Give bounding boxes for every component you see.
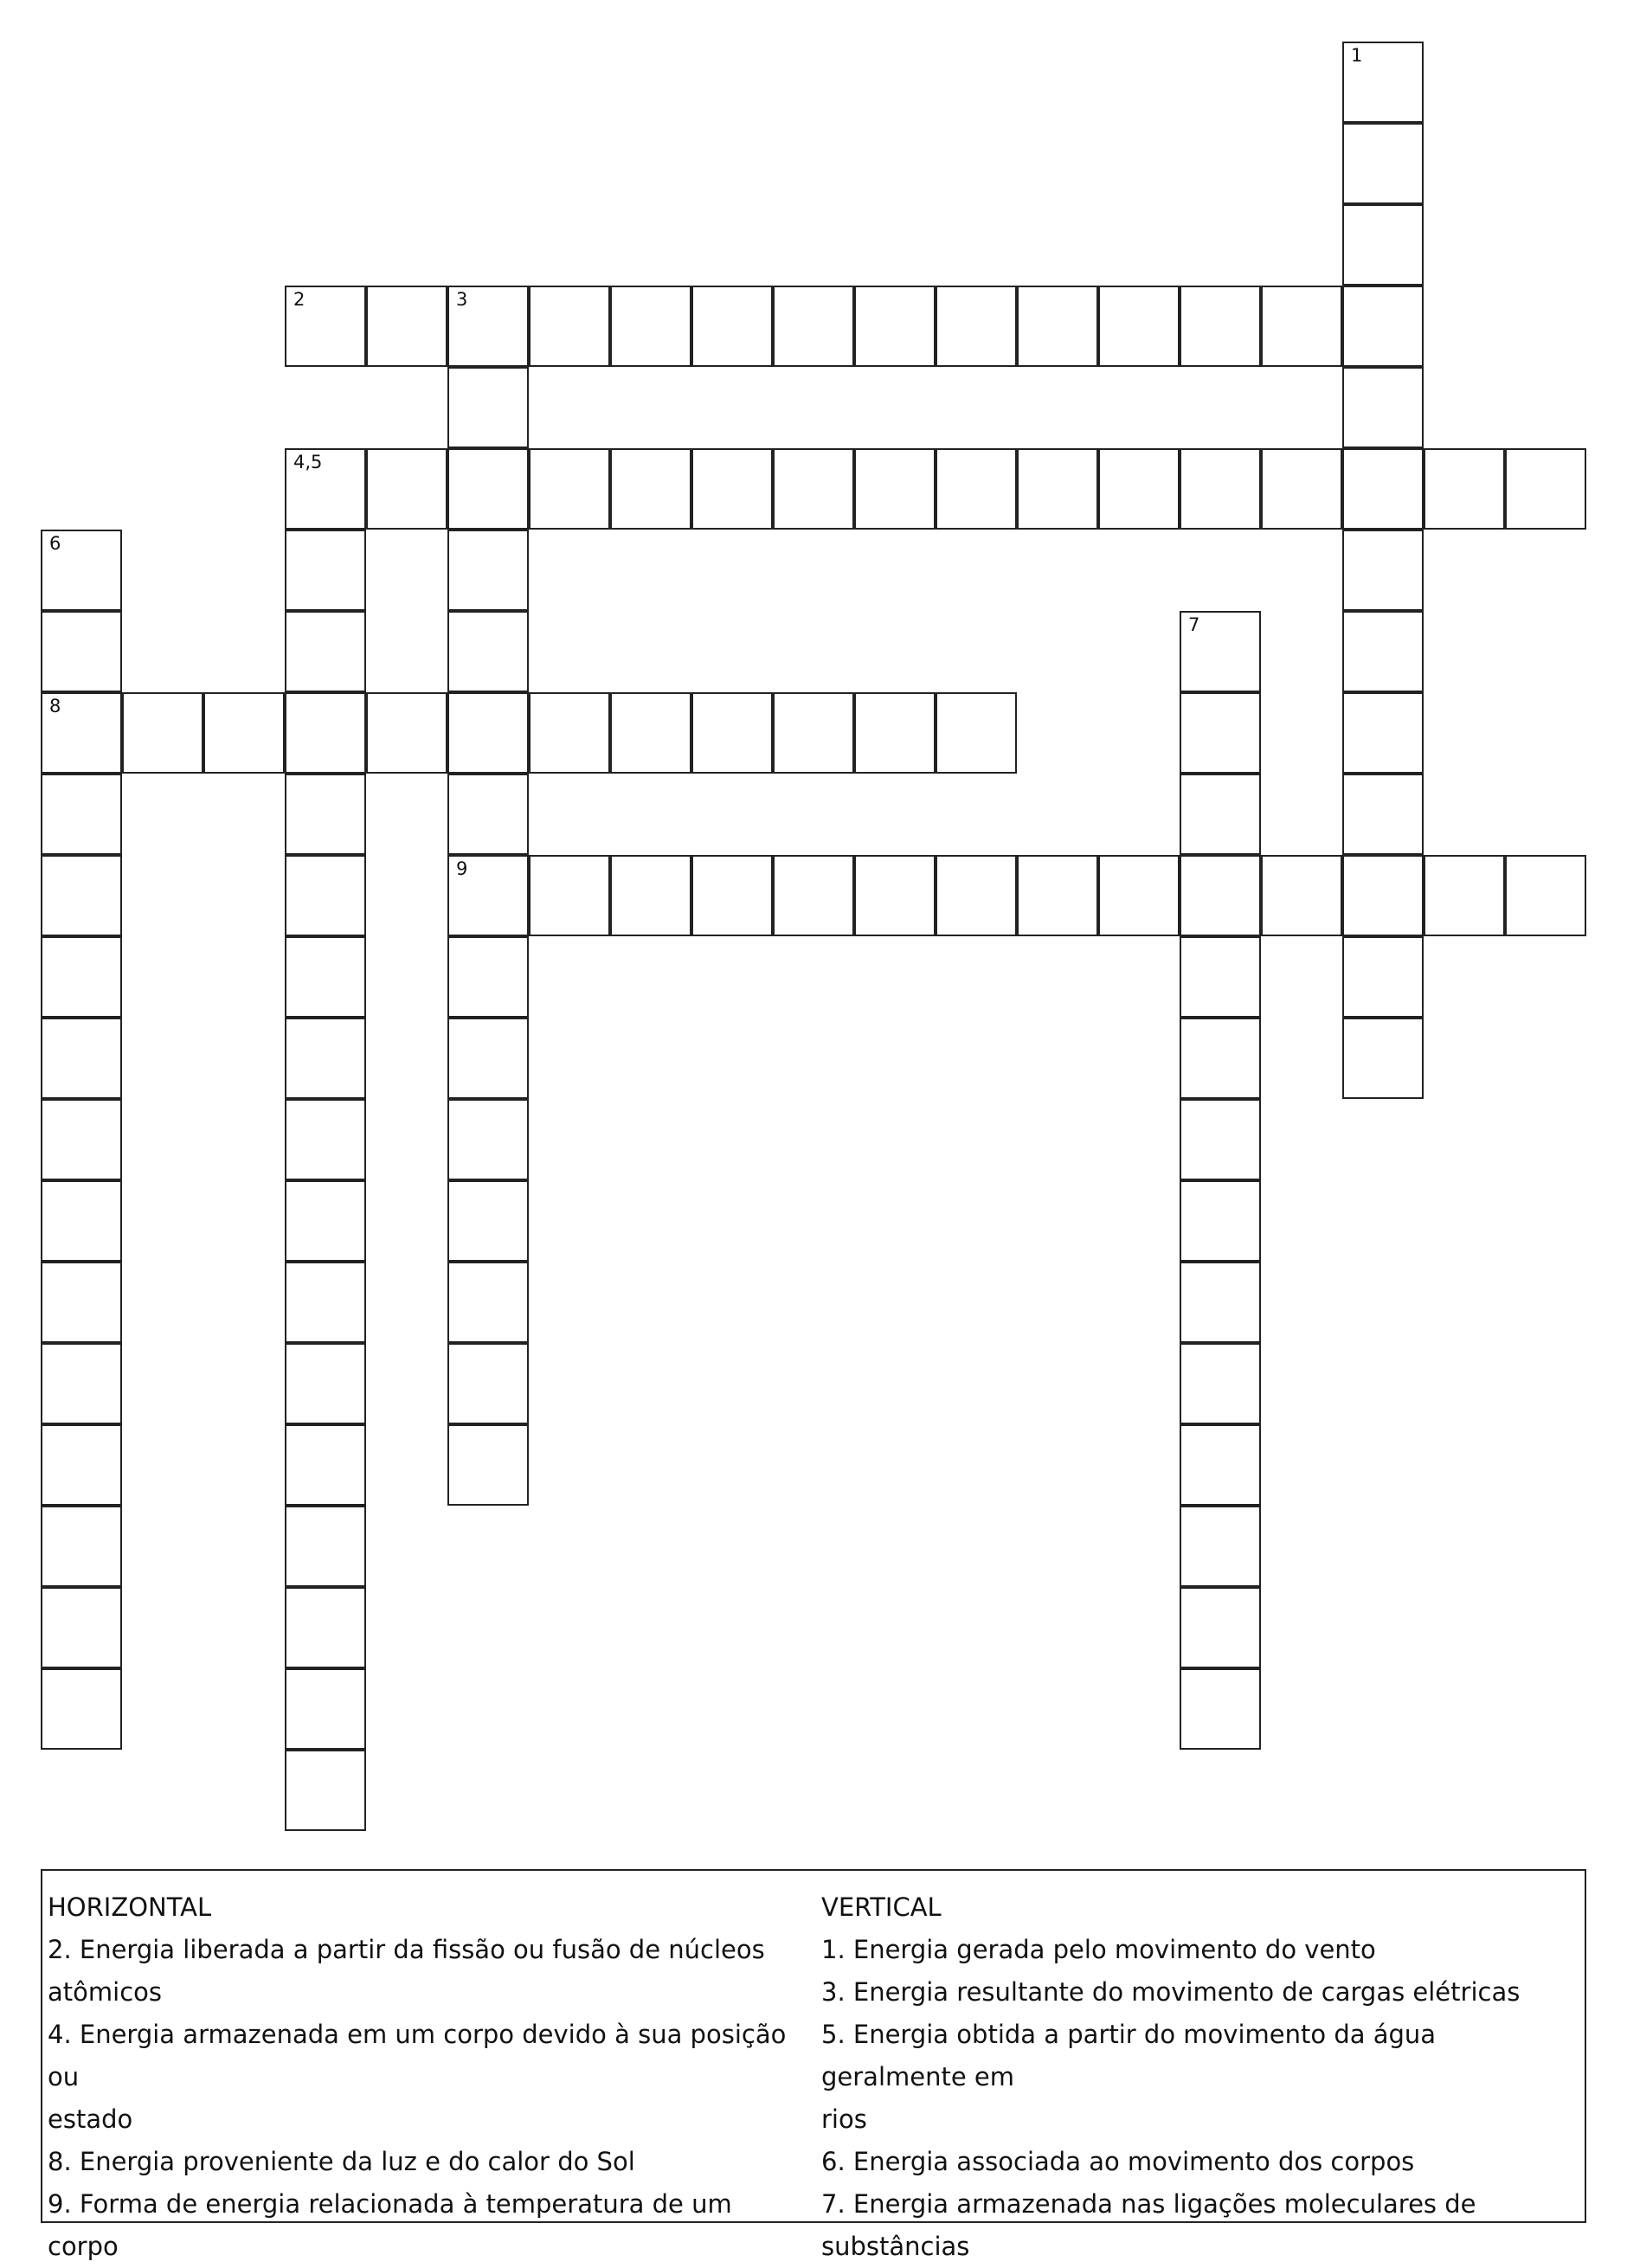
grid-cell[interactable] [366,448,447,530]
grid-cell[interactable] [1342,1018,1424,1099]
grid-cell[interactable] [1342,774,1424,855]
grid-cell[interactable] [529,286,610,367]
grid-cell[interactable] [1342,42,1424,123]
grid-cell[interactable] [936,855,1017,936]
grid-cell[interactable] [1342,855,1424,936]
grid-cell[interactable] [1342,936,1424,1018]
grid-cell[interactable] [41,1343,122,1424]
grid-cell[interactable] [1098,286,1180,367]
grid-cell[interactable] [1180,1343,1261,1424]
grid-cell[interactable] [1180,1099,1261,1180]
grid-cell[interactable] [285,855,366,936]
grid-cell[interactable] [447,1180,529,1262]
grid-cell[interactable] [1180,1506,1261,1587]
grid-cell[interactable] [41,692,122,774]
grid-cell[interactable] [773,448,854,530]
clue-number: 8 [49,696,61,716]
grid-cell[interactable] [285,1018,366,1099]
grid-cell[interactable] [366,286,447,367]
grid-cell[interactable] [610,855,691,936]
clue-line: 7. Energia armazenada nas ligações moleculares de substâncias [821,2189,1476,2261]
grid-cell[interactable] [285,1099,366,1180]
grid-cell[interactable] [1180,448,1261,530]
grid-cell[interactable] [1505,448,1586,530]
clue-line: estado [48,2104,133,2134]
grid-cell[interactable] [447,286,529,367]
grid-cell[interactable] [1505,855,1586,936]
grid-cell[interactable] [691,692,773,774]
grid-cell[interactable] [41,1587,122,1668]
grid-cell[interactable] [529,448,610,530]
grid-cell[interactable] [1180,855,1261,936]
grid-cell[interactable] [1342,692,1424,774]
grid-cell[interactable] [1261,286,1342,367]
grid-cell[interactable] [447,936,529,1018]
grid-cell[interactable] [41,774,122,855]
grid-cell[interactable] [936,286,1017,367]
grid-cell[interactable] [936,692,1017,774]
grid-cell[interactable] [285,611,366,692]
grid-cell[interactable] [447,774,529,855]
grid-cell[interactable] [447,855,529,936]
grid-cell[interactable] [285,1587,366,1668]
grid-cell[interactable] [1342,367,1424,448]
grid-cell[interactable] [41,1180,122,1262]
clues-box [41,1869,1586,2261]
grid-cell[interactable] [285,1750,366,1831]
clue-number: 2 [293,289,305,310]
grid-cell[interactable] [447,1343,529,1424]
horizontal-heading: HORIZONTAL [48,1892,212,1922]
grid-cell[interactable] [1180,611,1261,692]
grid-cell[interactable] [285,530,366,611]
grid-cell[interactable] [41,1424,122,1506]
grid-cell[interactable] [691,448,773,530]
grid-cell[interactable] [1180,1587,1261,1668]
grid-cell[interactable] [447,1018,529,1099]
grid-cell[interactable] [447,1262,529,1343]
clue-line: rios [821,2104,867,2134]
grid-cell[interactable] [1017,448,1098,530]
grid-cell[interactable] [1180,1424,1261,1506]
grid-cell[interactable] [41,1668,122,1750]
grid-cell[interactable] [1261,448,1342,530]
clue-line: 5. Energia obtida a partir do movimento da água geralmente em [821,2020,1437,2091]
grid-cell[interactable] [1342,611,1424,692]
grid-cell[interactable] [41,855,122,936]
vertical-heading: VERTICAL [821,1892,942,1922]
clue-line: 6. Energia associada ao movimento dos corpos [821,2147,1415,2176]
grid-cell[interactable] [1342,286,1424,367]
grid-cell[interactable] [1342,448,1424,530]
grid-cell[interactable] [1342,204,1424,286]
grid-cell[interactable] [41,1506,122,1587]
grid-cell[interactable] [936,448,1017,530]
grid-cell[interactable] [529,692,610,774]
grid-cell[interactable] [854,855,936,936]
grid-cell[interactable] [285,1506,366,1587]
clue-line: 9. Forma de energia relacionada à temperatura de um corpo [48,2189,732,2261]
grid-cell[interactable] [1017,286,1098,367]
clue-line: 2. Energia liberada a partir da fissão ou fusão de núcleos [48,1935,765,1964]
grid-cell[interactable] [285,774,366,855]
grid-cell[interactable] [773,692,854,774]
grid-cell[interactable] [447,530,529,611]
grid-cell[interactable] [122,692,203,774]
grid-cell[interactable] [1424,448,1505,530]
grid-cell[interactable] [285,448,366,530]
grid-cell[interactable] [773,286,854,367]
grid-cell[interactable] [854,448,936,530]
grid-cell[interactable] [1180,936,1261,1018]
grid-cell[interactable] [1180,692,1261,774]
grid-cell[interactable] [1180,774,1261,855]
grid-cell[interactable] [285,936,366,1018]
grid-cell[interactable] [773,855,854,936]
grid-cell[interactable] [285,692,366,774]
grid-cell[interactable] [1342,123,1424,204]
grid-cell[interactable] [285,1180,366,1262]
grid-cell[interactable] [854,286,936,367]
grid-cell[interactable] [1180,1180,1261,1262]
grid-cell[interactable] [366,692,447,774]
grid-cell[interactable] [1180,1262,1261,1343]
clue-number: 9 [456,858,468,879]
grid-cell[interactable] [1180,1018,1261,1099]
grid-cell[interactable] [447,448,529,530]
vertical-clues [821,1886,1583,2268]
clue-number: 7 [1188,614,1200,635]
grid-cell[interactable] [529,855,610,936]
grid-cell[interactable] [1017,855,1098,936]
grid-cell[interactable] [203,692,285,774]
grid-cell[interactable] [1098,448,1180,530]
grid-cell[interactable] [447,1424,529,1506]
grid-cell[interactable] [41,530,122,611]
clue-number: 1 [1351,45,1363,66]
grid-cell[interactable] [1098,855,1180,936]
grid-cell[interactable] [610,286,691,367]
horizontal-clues [48,1886,809,2268]
grid-cell[interactable] [691,855,773,936]
clue-number: 4,5 [293,452,323,472]
grid-cell[interactable] [285,1343,366,1424]
grid-cell[interactable] [41,1018,122,1099]
grid-cell[interactable] [285,1424,366,1506]
clue-line: 1. Energia gerada pelo movimento do vento [821,1935,1376,1964]
grid-cell[interactable] [447,692,529,774]
grid-cell[interactable] [285,286,366,367]
grid-cell[interactable] [1424,855,1505,936]
clue-number: 6 [49,533,61,554]
grid-cell[interactable] [285,1668,366,1750]
clue-number: 3 [456,289,468,310]
clue-line: 8. Energia proveniente da luz e do calor do Sol [48,2147,635,2176]
grid-cell[interactable] [41,936,122,1018]
grid-cell[interactable] [285,1262,366,1343]
grid-cell[interactable] [1180,286,1261,367]
grid-cell[interactable] [1342,530,1424,611]
grid-cell[interactable] [691,286,773,367]
clue-line: 3. Energia resultante do movimento de cargas elétricas [821,1977,1521,2007]
grid-cell[interactable] [1180,1668,1261,1750]
clue-line: 4. Energia armazenada em um corpo devido à sua posição ou [48,2020,787,2091]
grid-cell[interactable] [854,692,936,774]
grid-cell[interactable] [41,1262,122,1343]
grid-cell[interactable] [610,448,691,530]
grid-cell[interactable] [41,611,122,692]
grid-cell[interactable] [1261,855,1342,936]
grid-cell[interactable] [447,367,529,448]
grid-cell[interactable] [41,1099,122,1180]
grid-cell[interactable] [447,1099,529,1180]
grid-cell[interactable] [610,692,691,774]
clue-line: atômicos [48,1977,162,2007]
grid-cell[interactable] [447,611,529,692]
